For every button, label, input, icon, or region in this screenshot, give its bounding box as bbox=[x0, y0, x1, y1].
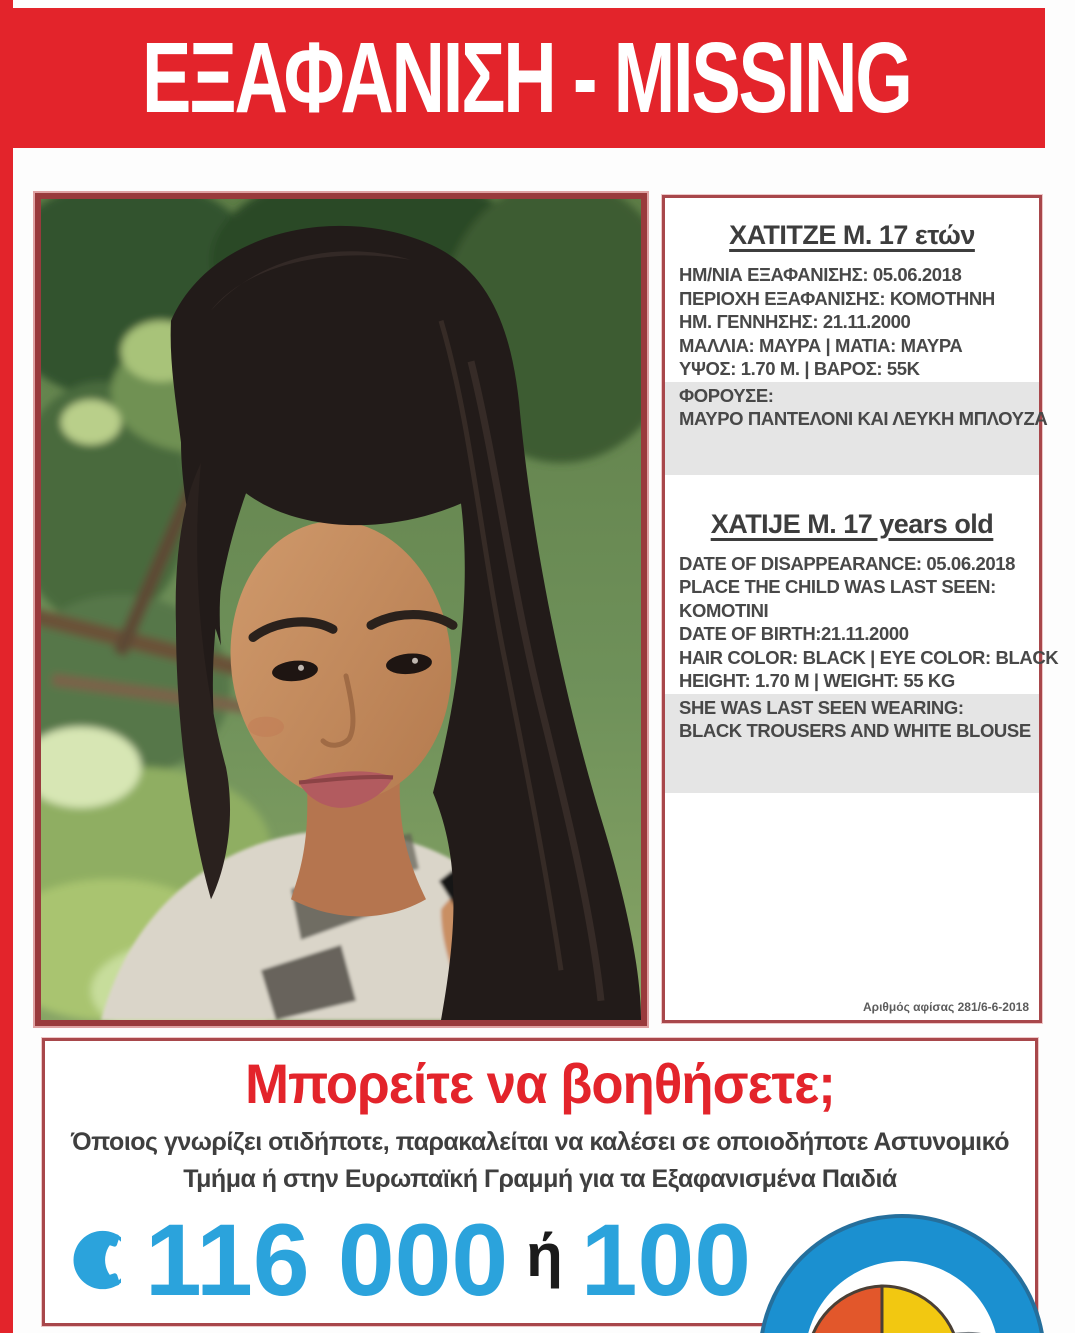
greek-wearing-value: ΜΑΥΡΟ ΠΑΝΤΕΛΟΝΙ ΚΑΙ ΛΕΥΚΗ ΜΠΛΟΥΖΑ bbox=[679, 408, 1048, 429]
greek-name-title: ΧΑΤΙΤΖΕ Μ. 17 ετών bbox=[729, 220, 975, 250]
greek-detail-line: ΜΑΛΛΙΑ: ΜΑΥΡΑ | ΜΑΤΙΑ: ΜΑΥΡΑ bbox=[679, 334, 963, 356]
missing-banner bbox=[8, 8, 1045, 148]
banner-title: ΕΞΑΦΑΝΙΣΗ - MISSING bbox=[142, 21, 911, 134]
phone-number-116000: 116 000 bbox=[145, 1203, 509, 1317]
smile-of-the-child-logo bbox=[752, 1208, 1052, 1333]
english-detail-line: DATE OF BIRTH:21.11.2000 bbox=[679, 623, 909, 644]
english-detail-line: KOMOTINI bbox=[679, 599, 769, 621]
greek-detail-line: ΥΨΟΣ: 1.70 Μ. | ΒΑΡΟΣ: 55Κ bbox=[679, 358, 920, 379]
greek-detail-line: ΠΕΡΙΟΧΗ ΕΞΑΦΑΝΙΣΗΣ: ΚΟΜΟΤΗΝΗ bbox=[679, 287, 995, 309]
help-body-line: Τμήμα ή στην Ευρωπαϊκή Γραμμή για τα Εξαφανισμένα Παιδιά bbox=[183, 1165, 897, 1193]
english-detail-line: HAIR COLOR: BLACK | EYE COLOR: BLACK bbox=[679, 646, 1059, 668]
english-name-title: XATIJE M. 17 years old bbox=[710, 508, 994, 539]
english-detail-line: DATE OF DISAPPEARANCE: 05.06.2018 bbox=[679, 552, 1016, 574]
greek-wearing-label: ΦΟΡΟΥΣΕ: bbox=[679, 384, 774, 406]
greek-details bbox=[665, 263, 1039, 381]
phone-row bbox=[71, 1203, 751, 1317]
help-heading: Μπορείτε να βοηθήσετε; bbox=[245, 1052, 835, 1115]
english-detail-line: PLACE THE CHILD WAS LAST SEEN: bbox=[679, 576, 996, 597]
greek-detail-line: ΗΜ. ΓΕΝΝΗΣΗΣ: 21.11.2000 bbox=[679, 311, 911, 332]
english-wearing-value: BLACK TROUSERS AND WHITE BLOUSE bbox=[679, 720, 1031, 741]
portrait-illustration bbox=[41, 199, 641, 1020]
greek-detail-line: ΗΜ/ΝΙΑ ΕΞΑΦΑΝΙΣΗΣ: 05.06.2018 bbox=[679, 264, 962, 285]
phone-receiver-icon bbox=[71, 1227, 121, 1293]
phone-number-100: 100 bbox=[580, 1203, 751, 1317]
greek-wearing-highlight bbox=[665, 382, 1048, 475]
info-panel bbox=[662, 195, 1059, 1023]
english-detail-line: HEIGHT: 1.70 M | WEIGHT: 55 KG bbox=[679, 670, 955, 691]
phone-or-label: ή bbox=[526, 1222, 563, 1289]
english-wearing-label: SHE WAS LAST SEEN WEARING: bbox=[679, 696, 964, 718]
help-body-line: Όποιος γνωρίζει οτιδήποτε, παρακαλείται να καλέσει σε οποιοδήποτε Αστυνομικό bbox=[70, 1128, 1010, 1156]
english-wearing-highlight bbox=[665, 694, 1039, 793]
poster-left-border bbox=[0, 0, 13, 1333]
english-details bbox=[665, 552, 1059, 693]
missing-person-photo bbox=[35, 193, 647, 1026]
help-body bbox=[45, 1124, 1035, 1198]
poster-number: Αριθμός αφίσας 281/6-6-2018 bbox=[862, 1000, 1029, 1014]
